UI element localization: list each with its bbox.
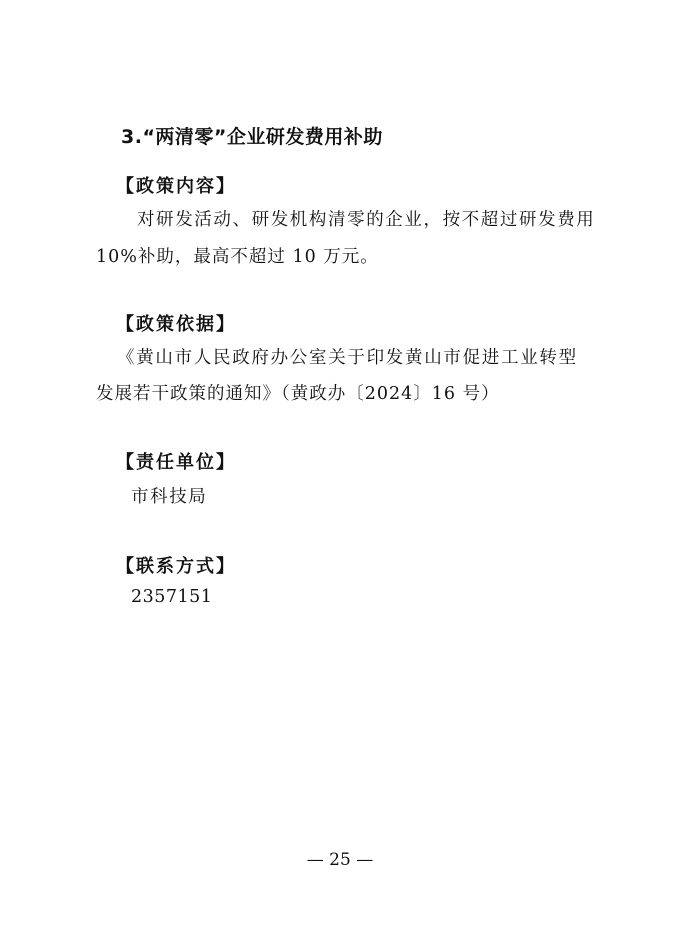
policy-content-label: 【政策内容】 xyxy=(116,176,236,197)
section-heading: 3.“两清零”企业研发费用补助 xyxy=(121,126,383,148)
policy-content-line-2: 10%补助，最高不超过 10 万元。 xyxy=(96,247,379,267)
responsible-unit-label: 【责任单位】 xyxy=(116,452,236,473)
contact-value: 2357151 xyxy=(131,587,213,607)
policy-basis-line-1: 《黄山市人民政府办公室关于印发黄山市促进工业转型 xyxy=(117,348,578,368)
policy-basis-label: 【政策依据】 xyxy=(116,314,236,335)
contact-label: 【联系方式】 xyxy=(116,556,236,577)
responsible-unit-value: 市科技局 xyxy=(131,487,208,507)
page-number: — 25 — xyxy=(306,850,374,870)
policy-basis-line-2: 发展若干政策的通知》（黄政办〔2024〕16 号） xyxy=(96,384,500,404)
policy-content-line-1: 对研发活动、研发机构清零的企业，按不超过研发费用 xyxy=(137,210,596,230)
